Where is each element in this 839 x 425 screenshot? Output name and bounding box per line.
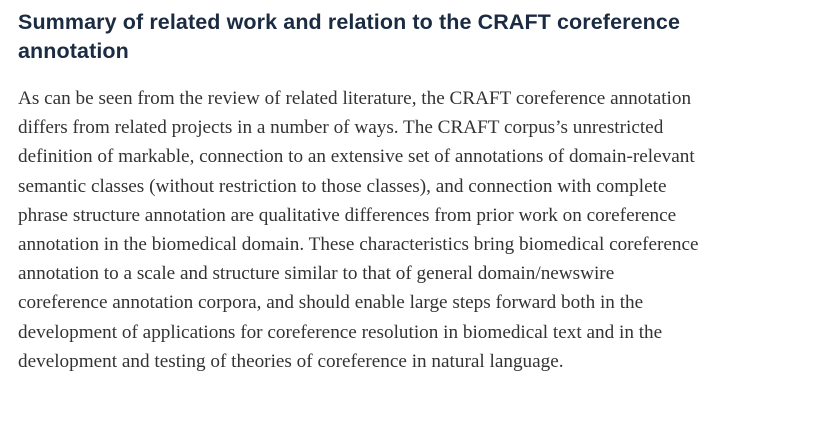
paragraph-line: semantic classes (without restriction to those classes), and connection with complete — [18, 175, 667, 197]
paragraph-line: definition of markable, connection to an extensive set of annotations of domain-relevant — [18, 146, 695, 168]
section-heading — [18, 8, 833, 66]
heading-line: annotation — [18, 39, 129, 63]
heading-line: Summary of related work and relation to the CRAFT coreference — [18, 10, 680, 34]
paragraph-line: development and testing of theories of coreference in natural language. — [18, 350, 564, 372]
paragraph-line: annotation to a scale and structure similar to that of general domain/newswire — [18, 263, 615, 285]
summary-section — [18, 8, 833, 376]
paragraph-line: differs from related projects in a number of ways. The CRAFT corpus’s unrestricted — [18, 117, 664, 139]
paragraph-line: development of applications for coreference resolution in biomedical text and in the — [18, 321, 663, 343]
section-paragraph — [18, 84, 833, 376]
paragraph-line: phrase structure annotation are qualitative differences from prior work on coreference — [18, 204, 677, 226]
paragraph-line: As can be seen from the review of related literature, the CRAFT coreference annotation — [18, 88, 692, 109]
paragraph-line: annotation in the biomedical domain. These characteristics bring biomedical coreference — [18, 234, 699, 256]
paragraph-line: coreference annotation corpora, and should enable large steps forward both in the — [18, 292, 644, 314]
